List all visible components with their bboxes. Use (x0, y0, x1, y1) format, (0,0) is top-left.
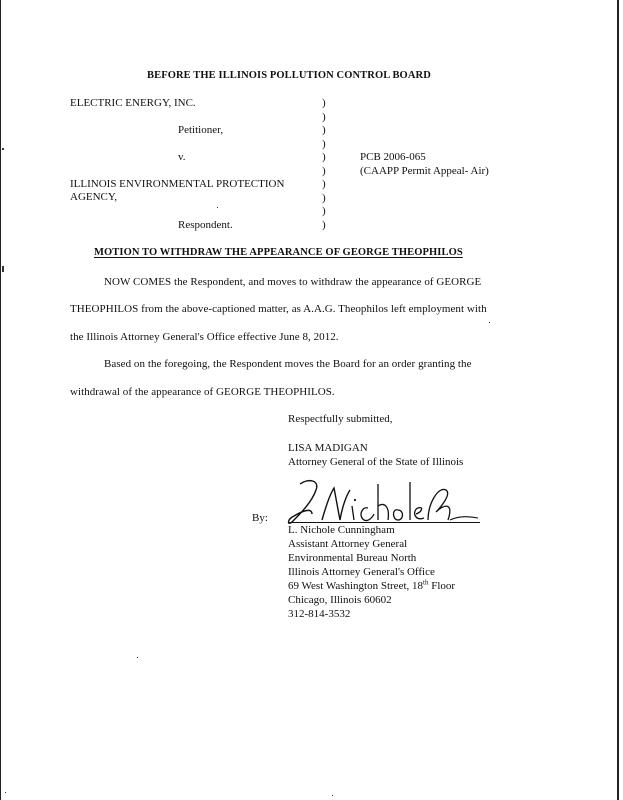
ag-title: Attorney General of the State of Illinois (288, 456, 464, 468)
body-p1-line2: THEOPHILOS from the above-captioned matter, as A.A.G. Theophilos left employment with (70, 303, 487, 315)
ag-name: LISA MADIGAN (288, 442, 368, 454)
scan-speck (2, 148, 4, 150)
respondent-name-line1: ILLINOIS ENVIRONMENTAL PROTECTION (70, 178, 285, 190)
caption-paren: ) (322, 165, 326, 177)
street-address (288, 580, 455, 593)
caption-paren: ) (322, 111, 326, 123)
caption-paren: ) (322, 138, 326, 150)
caption-paren: ) (322, 219, 326, 231)
scan-speck (332, 795, 333, 796)
body-p2-line1: Based on the foregoing, the Respondent moves the Board for an order granting the (104, 358, 472, 370)
case-number: PCB 2006-065 (360, 151, 426, 163)
caption-paren: ) (322, 124, 326, 136)
street-floor: Floor (428, 580, 456, 592)
body-p1-line3: the Illinois Attorney General's Office effective June 8, 2012. (70, 331, 339, 343)
body-p1-line1: NOW COMES the Respondent, and moves to withdraw the appearance of GEORGE (104, 276, 482, 288)
bureau: Environmental Bureau North (288, 552, 417, 564)
respectfully-submitted: Respectfully submitted, (288, 413, 393, 425)
document-heading: BEFORE THE ILLINOIS POLLUTION CONTROL BOARD (147, 70, 431, 81)
respondent-name-line2: AGENCY, (70, 191, 118, 203)
caption-paren: ) (322, 205, 326, 217)
caption-paren: ) (322, 192, 326, 204)
scan-speck (5, 792, 6, 793)
scan-speck (489, 322, 490, 323)
office: Illinois Attorney General's Office (288, 566, 435, 578)
scan-speck (217, 207, 218, 208)
signature-line (288, 522, 480, 523)
scan-speck (137, 657, 138, 658)
scan-left-edge (0, 0, 1, 800)
caption-paren: ) (322, 97, 326, 109)
body-p2-line2: withdrawal of the appearance of GEORGE THEOPHILOS. (70, 386, 335, 398)
petitioner-name: ELECTRIC ENERGY, INC. (70, 97, 196, 109)
street-ordinal: th (423, 578, 429, 587)
versus: v. (178, 151, 186, 163)
city-state-zip: Chicago, Illinois 60602 (288, 594, 392, 606)
signer-name: L. Nichole Cunningham (288, 524, 395, 536)
phone: 312-814-3532 (288, 608, 351, 620)
case-type: (CAAPP Permit Appeal- Air) (360, 165, 489, 177)
motion-title: MOTION TO WITHDRAW THE APPEARANCE OF GEORGE THEOPHILOS (94, 247, 463, 258)
caption-paren: ) (322, 178, 326, 190)
scan-speck (2, 266, 4, 272)
by-label: By: (252, 512, 268, 524)
caption-paren: ) (322, 151, 326, 163)
street-address-main: 69 West Washington Street, 18 (288, 580, 424, 592)
scan-right-edge (617, 0, 619, 800)
petitioner-role: Petitioner, (178, 124, 224, 136)
signer-title: Assistant Attorney General (288, 538, 408, 550)
respondent-role: Respondent. (178, 219, 233, 231)
